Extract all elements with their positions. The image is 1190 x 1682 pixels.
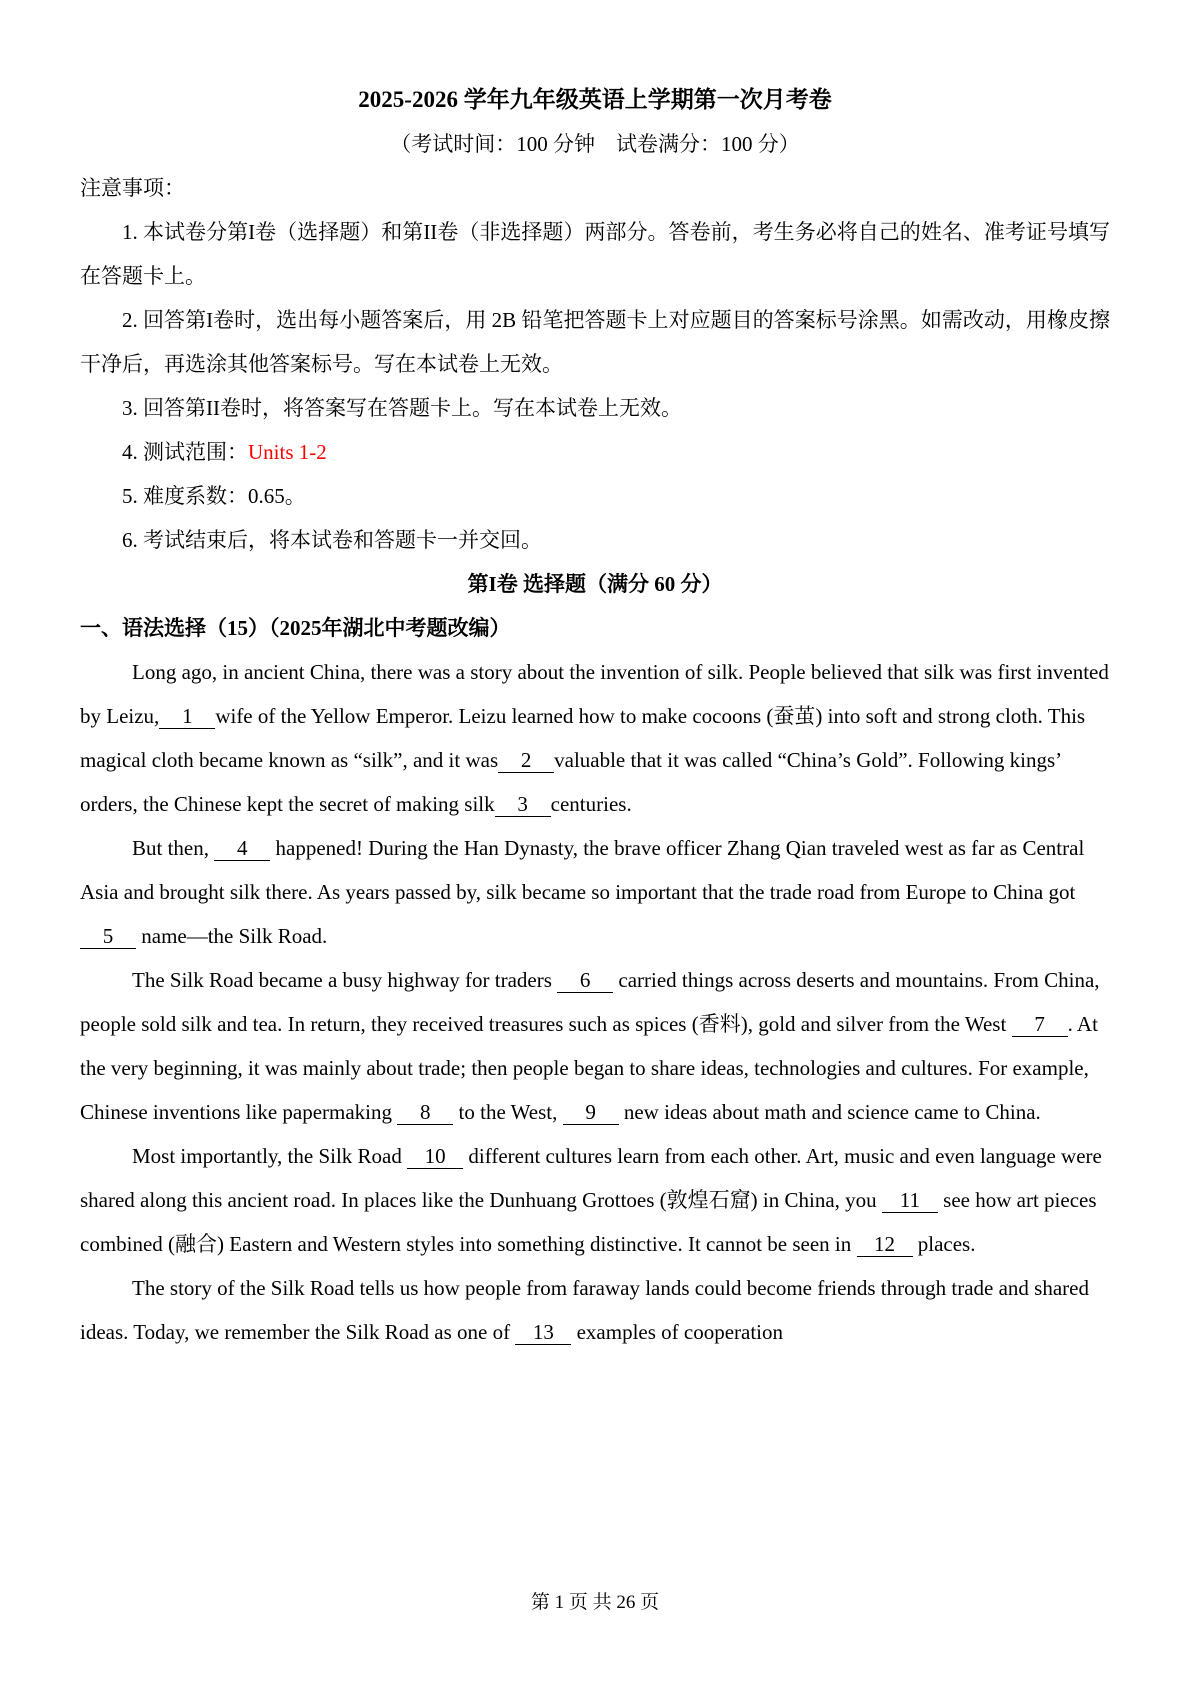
page-footer: 第 1 页 共 26 页 — [530, 1592, 660, 1613]
passage-paragraph-5: The story of the Silk Road tells us how people from faraway lands could become friends through trade and shared ideas. Today, we remember the Silk Road as one of 13 examples of cooperation — [80, 1276, 1089, 1344]
fill-blank-2: 2 — [498, 748, 554, 773]
fill-blank-4: 4 — [214, 836, 270, 861]
section1-header: 第I卷 选择题（满分 60 分） — [467, 572, 723, 596]
fill-blank-3: 3 — [495, 792, 551, 817]
note-item-3: 3. 回答第II卷时，将答案写在答题卡上。写在本试卷上无效。 — [122, 396, 682, 420]
fill-blank-1: 1 — [159, 704, 215, 729]
fill-blank-11: 11 — [882, 1188, 938, 1213]
fill-blank-13: 13 — [515, 1320, 571, 1345]
note-item-2: 2. 回答第I卷时，选出每小题答案后，用 2B 铅笔把答题卡上对应题目的答案标号涂黑。如需改动，用橡皮擦干净后，再选涂其他答案标号。写在本试卷上无效。 — [80, 308, 1110, 376]
note-item-1: 1. 本试卷分第I卷（选择题）和第II卷（非选择题）两部分。答卷前，考生务必将自己的姓名、准考证号填写在答题卡上。 — [80, 220, 1110, 288]
fill-blank-12: 12 — [857, 1232, 913, 1257]
fill-blank-7: 7 — [1012, 1012, 1068, 1037]
passage — [80, 650, 1110, 1354]
note-item-4: 4. 测试范围：Units 1-2 — [122, 440, 327, 464]
notes-list — [80, 210, 1110, 562]
fill-blank-9: 9 — [563, 1100, 619, 1125]
note-item-5: 5. 难度系数：0.65。 — [122, 484, 306, 508]
passage-paragraph-3: The Silk Road became a busy highway for traders 6 carried things across deserts and mountains. From China, people sold silk and tea. In return, they received treasures such as spices (香料), gold and silver from the West 7 . At the very beginning, it was mainly about trade; then people began to share ideas, technologies and cultures. For example, Chinese inventions like papermaking 8 to the West, 9 new ideas about math and science came to China. — [80, 968, 1100, 1124]
fill-blank-6: 6 — [557, 968, 613, 993]
fill-blank-8: 8 — [397, 1100, 453, 1125]
exam-subtitle: （考试时间：100 分钟 试卷满分：100 分） — [390, 132, 800, 156]
passage-paragraph-2: But then, 4 happened! During the Han Dynasty, the brave officer Zhang Qian traveled west as far as Central Asia and brought silk there. As years passed by, silk became so important that the trade road from Europe to China got 5 name—the Silk Road. — [80, 836, 1085, 948]
note-highlight: Units 1-2 — [248, 440, 327, 464]
fill-blank-10: 10 — [407, 1144, 463, 1169]
exam-title: 2025-2026 学年九年级英语上学期第一次月考卷 — [358, 87, 832, 112]
passage-paragraph-1: Long ago, in ancient China, there was a story about the invention of silk. People believed that silk was first invented by Leizu, 1 wife of the Yellow Emperor. Leizu learned how to make cocoons (蚕茧) into soft and strong cloth. This magical cloth became known as “silk”, and it was 2 valuable that it was called “China’s Gold”. Following kings’ orders, the Chinese kept the secret of making silk 3 centuries. — [80, 660, 1109, 816]
notes-header: 注意事项： — [80, 176, 185, 200]
fill-blank-5: 5 — [80, 924, 136, 949]
note-item-6: 6. 考试结束后，将本试卷和答题卡一并交回。 — [122, 528, 542, 552]
passage-paragraph-4: Most importantly, the Silk Road 10 different cultures learn from each other. Art, music and even language were shared along this ancient road. In places like the Dunhuang Grottoes (敦煌石窟) in China, you 11 see how art pieces combined (融合) Eastern and Western styles into something distinctive. It cannot be seen in 12 places. — [80, 1144, 1102, 1256]
part1-header: 一、语法选择（15）（2025年湖北中考题改编） — [80, 616, 511, 640]
